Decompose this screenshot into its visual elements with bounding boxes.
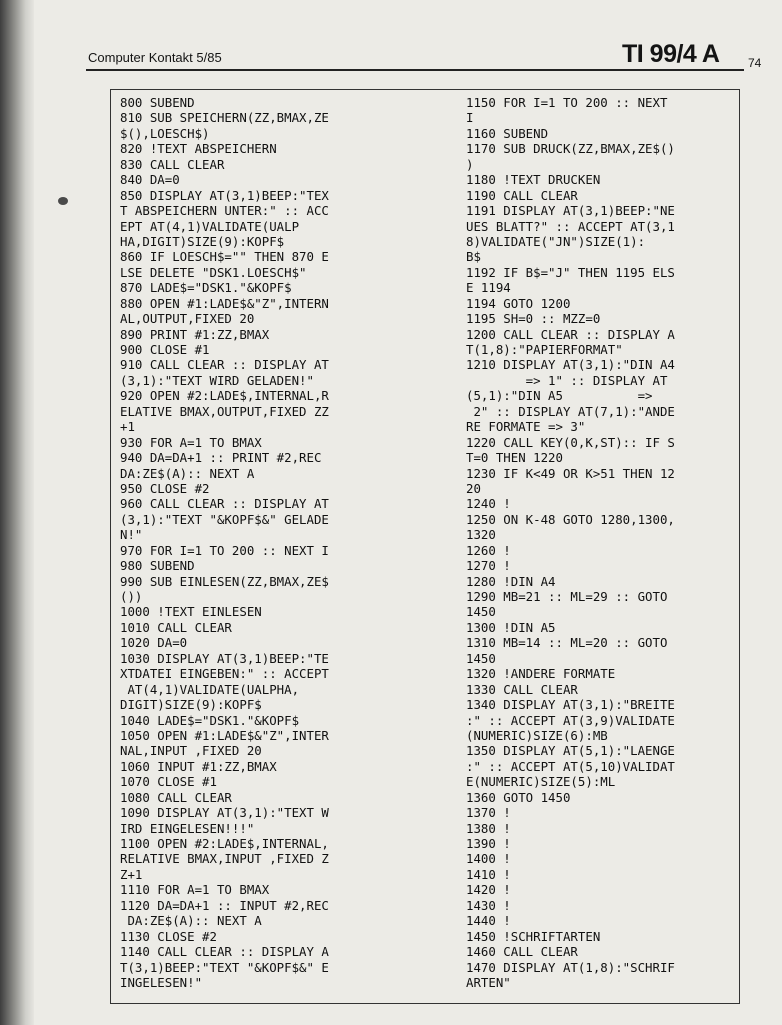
code-line: 880 OPEN #1:LADE$&"Z",INTERN: [120, 295, 329, 311]
code-line: AT(4,1)VALIDATE(UALPHA,: [120, 681, 300, 697]
code-line: 1290 MB=21 :: ML=29 :: GOTO: [466, 589, 668, 604]
code-line: 1030 DISPLAY AT(3,1)BEEP:"TE: [120, 650, 329, 666]
code-line: T(3,1)BEEP:"TEXT "&KOPF$&" E: [120, 959, 329, 975]
listing-column-left: [120, 95, 329, 990]
code-line: 1000 !TEXT EINLESEN: [120, 604, 262, 620]
code-line: 1470 DISPLAY AT(1,8):"SCHRIF: [466, 959, 675, 975]
code-line: 1310 MB=14 :: ML=20 :: GOTO: [466, 635, 668, 651]
code-line: 870 LADE$="DSK1."&KOPF$: [120, 280, 292, 296]
code-line: 1180 !TEXT DRUCKEN: [466, 172, 601, 188]
code-line: 1120 DA=DA+1 :: INPUT #2,REC: [120, 897, 329, 913]
code-line: 1370 !: [466, 805, 511, 821]
code-line: 970 FOR I=1 TO 200 :: NEXT I: [120, 542, 329, 558]
page-number: 74: [748, 56, 762, 70]
code-line: 1450 !SCHRIFTARTEN: [466, 928, 601, 944]
code-line: 1400 !: [466, 851, 511, 867]
code-line: ELATIVE BMAX,OUTPUT,FIXED ZZ: [120, 403, 329, 419]
code-line: 1270 !: [466, 558, 511, 574]
code-line: 960 CALL CLEAR :: DISPLAY AT: [120, 496, 329, 512]
code-line: :" :: ACCEPT AT(5,10)VALIDAT: [466, 758, 675, 774]
code-line: 1140 CALL CLEAR :: DISPLAY A: [120, 944, 329, 960]
code-line: B$: [466, 249, 481, 265]
code-line: 830 CALL CLEAR: [120, 156, 225, 172]
code-line: ARTEN": [466, 974, 511, 990]
code-line: 1390 !: [466, 836, 511, 851]
code-line: AL,OUTPUT,FIXED 20: [120, 311, 255, 327]
code-line: 1080 CALL CLEAR: [120, 789, 232, 805]
code-line: 1210 DISPLAY AT(3,1):"DIN A4: [466, 357, 675, 373]
code-line: 2" :: DISPLAY AT(7,1):"ANDE: [466, 403, 675, 419]
magazine-issue: Computer Kontakt 5/85: [88, 50, 222, 65]
code-line: +1: [120, 419, 135, 435]
code-line: (3,1):"TEXT WIRD GELADEN!": [120, 372, 314, 388]
code-line: 1194 GOTO 1200: [466, 295, 571, 311]
code-line: 810 SUB SPEICHERN(ZZ,BMAX,ZE: [120, 110, 329, 126]
code-line: 1440 !: [466, 913, 511, 929]
code-line: 850 DISPLAY AT(3,1)BEEP:"TEX: [120, 187, 329, 203]
code-line: 1060 INPUT #1:ZZ,BMAX: [120, 758, 277, 774]
code-line: 1150 FOR I=1 TO 200 :: NEXT: [466, 95, 668, 110]
code-line: 1260 !: [466, 542, 511, 558]
code-line: 1380 !: [466, 820, 511, 836]
code-line: 1300 !DIN A5: [466, 619, 556, 635]
code-line: 1191 DISPLAY AT(3,1)BEEP:"NE: [466, 203, 675, 219]
code-line: DIGIT)SIZE(9):KOPF$: [120, 697, 262, 713]
listing-column-right: [466, 95, 675, 990]
code-line: 1330 CALL CLEAR: [466, 681, 578, 697]
code-line: N!": [120, 527, 143, 543]
code-line: 1450: [466, 650, 496, 666]
punch-hole: [58, 197, 68, 205]
code-line: 1250 ON K-48 GOTO 1280,1300,: [466, 511, 675, 527]
code-line: RELATIVE BMAX,INPUT ,FIXED Z: [120, 851, 329, 867]
code-line: T ABSPEICHERN UNTER:" :: ACC: [120, 203, 329, 219]
code-line: 1160 SUBEND: [466, 125, 549, 141]
code-line: 1360 GOTO 1450: [466, 789, 571, 805]
code-line: 1195 SH=0 :: MZZ=0: [466, 311, 601, 327]
code-line: ()): [120, 589, 143, 604]
code-line: UES BLATT?" :: ACCEPT AT(3,1: [466, 218, 675, 234]
code-line: 1450: [466, 604, 496, 620]
code-line: (3,1):"TEXT "&KOPF$&" GELADE: [120, 511, 329, 527]
code-line: 860 IF LOESCH$="" THEN 870 E: [120, 249, 329, 265]
code-line: 8)VALIDATE("JN")SIZE(1):: [466, 233, 646, 249]
code-line: 910 CALL CLEAR :: DISPLAY AT: [120, 357, 329, 373]
code-line: 1240 !: [466, 496, 511, 512]
code-line: 1070 CLOSE #1: [120, 774, 217, 790]
code-line: 1192 IF B$="J" THEN 1195 ELS: [466, 264, 675, 280]
code-line: Z+1: [120, 866, 143, 882]
code-line: EPT AT(4,1)VALIDATE(UALP: [120, 218, 300, 234]
code-line: 1020 DA=0: [120, 635, 188, 651]
code-line: 1430 !: [466, 897, 511, 913]
code-line: RE FORMATE => 3": [466, 419, 586, 435]
code-line: 1230 IF K<49 OR K>51 THEN 12: [466, 465, 675, 481]
code-line: 1050 OPEN #1:LADE$&"Z",INTER: [120, 727, 329, 743]
code-line: 1460 CALL CLEAR: [466, 944, 578, 960]
code-line: 1200 CALL CLEAR :: DISPLAY A: [466, 326, 675, 342]
code-line: $(),LOESCH$): [120, 125, 210, 141]
code-line: 840 DA=0: [120, 172, 180, 188]
header-rule: [86, 69, 744, 71]
code-line: 820 !TEXT ABSPEICHERN: [120, 141, 277, 157]
code-line: NAL,INPUT ,FIXED 20: [120, 743, 262, 759]
code-line: => 1" :: DISPLAY AT: [466, 372, 668, 388]
code-line: I: [466, 110, 474, 126]
code-line: 940 DA=DA+1 :: PRINT #2,REC: [120, 450, 322, 466]
code-line: 1090 DISPLAY AT(3,1):"TEXT W: [120, 805, 329, 821]
code-line: 1010 CALL CLEAR: [120, 619, 232, 635]
code-line: INGELESEN!": [120, 974, 203, 990]
code-line: 800 SUBEND: [120, 95, 195, 110]
code-line: 1040 LADE$="DSK1."&KOPF$: [120, 712, 300, 728]
code-line: E 1194: [466, 280, 511, 296]
code-line: XTDATEI EINGEBEN:" :: ACCEPT: [120, 666, 329, 682]
code-line: (NUMERIC)SIZE(6):MB: [466, 727, 608, 743]
code-line: 930 FOR A=1 TO BMAX: [120, 434, 262, 450]
code-line: 1280 !DIN A4: [466, 573, 556, 589]
code-line: T=0 THEN 1220: [466, 450, 563, 466]
code-line: LSE DELETE "DSK1.LOESCH$": [120, 264, 307, 280]
code-line: 950 CLOSE #2: [120, 480, 210, 496]
code-line: 1320: [466, 527, 496, 543]
code-line: 990 SUB EINLESEN(ZZ,BMAX,ZE$: [120, 573, 329, 589]
binding-spine: [0, 0, 34, 1025]
code-line: DA:ZE$(A):: NEXT A: [120, 465, 255, 481]
code-line: 1410 !: [466, 866, 511, 882]
code-line: 900 CLOSE #1: [120, 342, 210, 357]
code-line: (5,1):"DIN A5 =>: [466, 388, 653, 404]
code-line: 1420 !: [466, 882, 511, 898]
code-line: HA,DIGIT)SIZE(9):KOPF$: [120, 233, 285, 249]
system-title: TI 99/4 A: [622, 40, 720, 68]
code-line: 890 PRINT #1:ZZ,BMAX: [120, 326, 270, 342]
code-line: 980 SUBEND: [120, 558, 195, 574]
code-line: 1190 CALL CLEAR: [466, 187, 578, 203]
code-line: 920 OPEN #2:LADE$,INTERNAL,R: [120, 388, 329, 404]
code-line: DA:ZE$(A):: NEXT A: [120, 913, 262, 929]
code-line: :" :: ACCEPT AT(3,9)VALIDATE: [466, 712, 675, 728]
code-line: 1220 CALL KEY(0,K,ST):: IF S: [466, 434, 675, 450]
code-line: 1350 DISPLAY AT(5,1):"LAENGE: [466, 743, 675, 759]
code-line: 1100 OPEN #2:LADE$,INTERNAL,: [120, 836, 329, 851]
code-line: E(NUMERIC)SIZE(5):ML: [466, 774, 616, 790]
code-line: 1130 CLOSE #2: [120, 928, 217, 944]
code-line: 1110 FOR A=1 TO BMAX: [120, 882, 270, 898]
code-line: T(1,8):"PAPIERFORMAT": [466, 342, 623, 357]
code-line: IRD EINGELESEN!!!": [120, 820, 255, 836]
code-line: 20: [466, 480, 481, 496]
code-line: 1320 !ANDERE FORMATE: [466, 666, 616, 682]
code-line: 1170 SUB DRUCK(ZZ,BMAX,ZE$(): [466, 141, 675, 157]
code-line: 1340 DISPLAY AT(3,1):"BREITE: [466, 697, 675, 713]
code-line: ): [466, 156, 474, 172]
